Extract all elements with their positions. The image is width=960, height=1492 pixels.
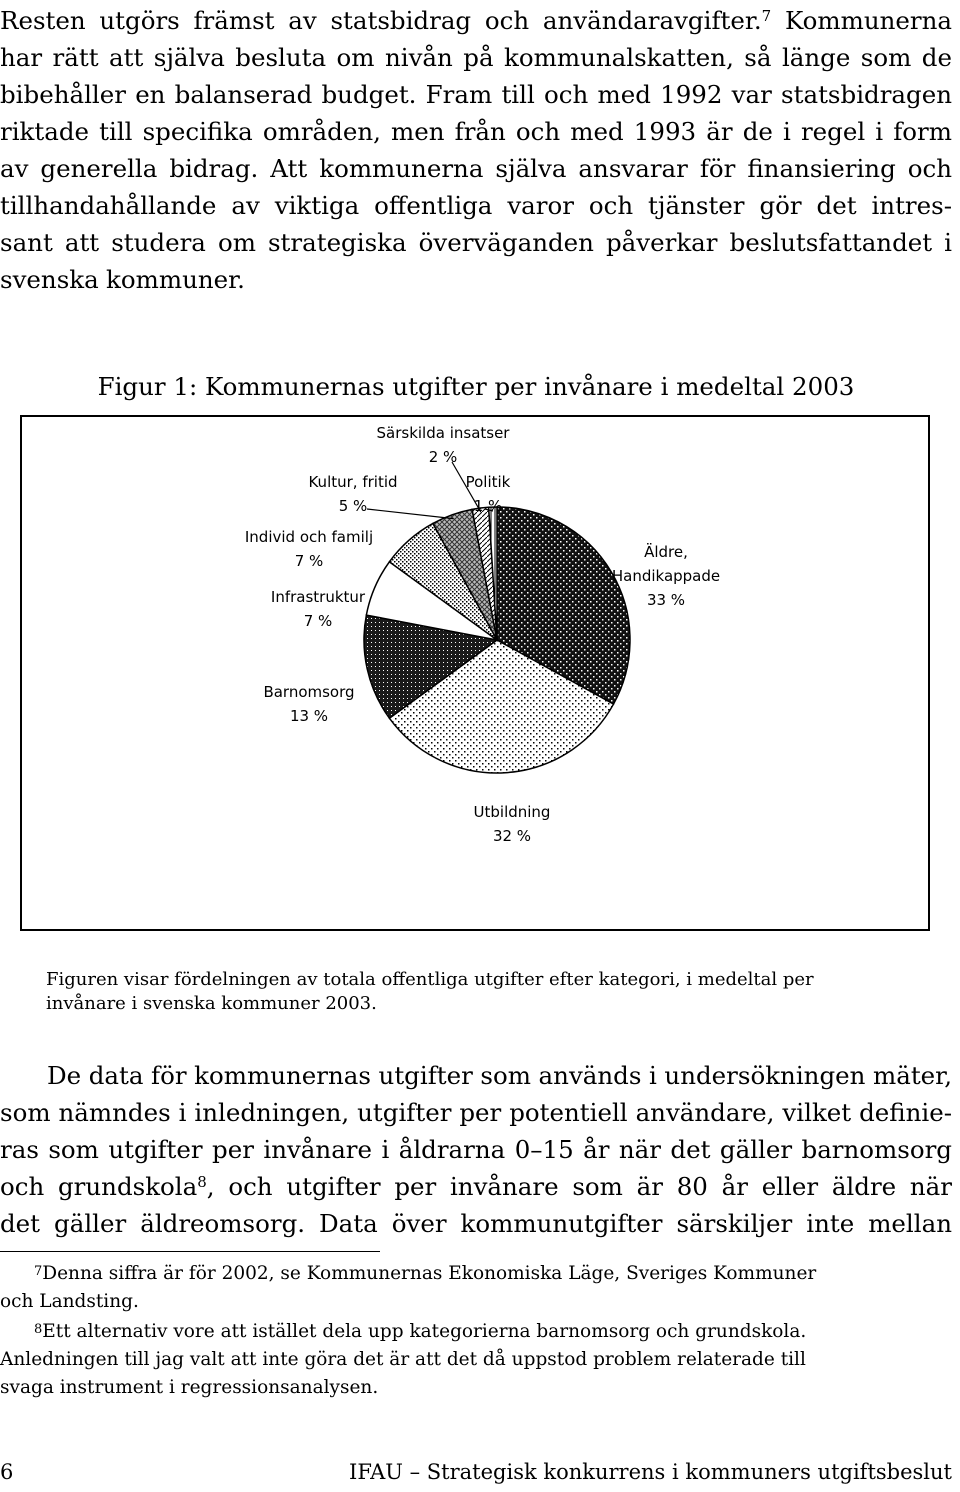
text-line: av generella bidrag. Att kommunerna själva ansvarar för finansiering och xyxy=(0,154,952,183)
text-line: bibehåller en balanserad budget. Fram till och med 1992 var statsbidragen xyxy=(0,80,952,109)
pie-slice-label: Äldre, Handikappade 33 % xyxy=(611,543,721,609)
pie-slice-label: Infrastruktur 7 % xyxy=(270,588,366,630)
text-line: svenska kommuner. xyxy=(0,265,245,294)
pie-chart-figure xyxy=(20,415,930,931)
footnote-8 xyxy=(0,1318,952,1402)
text-line: Resten utgörs främst av statsbidrag och användaravgifter.$^7$ Kommunerna xyxy=(0,6,952,35)
pie-slice-label: Särskilda insatser 2 % xyxy=(376,424,510,466)
footnote-ref-8[interactable]: 8 xyxy=(197,1173,207,1191)
leader-line xyxy=(367,509,453,519)
text-line: $^7$Denna siffra är för 2002, se Kommunernas Ekonomiska Läge, Sveriges Kommuner xyxy=(34,1263,817,1284)
figure-caption: Figur 1: Kommunernas utgifter per invånare i medeltal 2003 xyxy=(97,372,855,401)
pie-chart xyxy=(22,417,928,929)
text-line: svaga instrument i regressionsanalysen. xyxy=(0,1377,379,1398)
text-line: det gäller äldreomsorg. Data över kommunutgifter särskiljer inte mellan xyxy=(0,1209,952,1238)
text-line: Anledningen till jag valt att inte göra det är att det då uppstod problem relaterade till xyxy=(0,1349,806,1370)
text-line: som nämndes i inledningen, utgifter per potentiell användare, vilket definie- xyxy=(0,1098,952,1127)
text-line: tillhandahållande av viktiga offentliga varor och tjänster gör det intres- xyxy=(0,191,952,220)
pie-slice-label: Barnomsorg 13 % xyxy=(263,683,355,725)
text-line: ras som utgifter per invånare i åldrarna 0–15 år när det gäller barnomsorg xyxy=(0,1135,952,1164)
text-line: riktade till specifika områden, men från och med 1993 är de i regel i form xyxy=(0,117,952,146)
footnote-7 xyxy=(0,1260,952,1316)
text-line: och Landsting. xyxy=(0,1291,139,1312)
text-line: $^8$Ett alternativ vore att istället dela upp kategorierna barnomsorg och grundskola. xyxy=(34,1321,807,1342)
text-line: har rätt att själva besluta om nivån på kommunalskatten, så länge som de xyxy=(0,43,952,72)
pie-slice-label: Kultur, fritid 5 % xyxy=(308,473,398,515)
body-paragraph-2 xyxy=(0,1057,952,1242)
page-number: 6 xyxy=(0,1460,14,1484)
text-line: och grundskola$^8$, och utgifter per invånare som är 80 år eller äldre när xyxy=(0,1172,952,1201)
running-head: IFAU – Strategisk konkurrens i kommuners utgiftsbeslut xyxy=(349,1460,952,1484)
body-paragraph-1 xyxy=(0,2,952,298)
pie-slice-label: Individ och familj 7 % xyxy=(244,528,374,570)
text-line: sant att studera om strategiska överväganden påverkar beslutsfattandet i xyxy=(0,228,952,257)
footnote-ref-7[interactable]: 7 xyxy=(761,7,772,25)
pie-slice-label: Politik 1 % xyxy=(465,473,511,515)
text-line: Figuren visar fördelningen av totala offentliga utgifter efter kategori, i medeltal per xyxy=(46,969,814,990)
text-line: invånare i svenska kommuner 2003. xyxy=(46,993,377,1014)
figure-note xyxy=(46,968,950,1016)
text-line: De data för kommunernas utgifter som används i undersökningen mäter, xyxy=(47,1061,952,1090)
footnote-divider xyxy=(0,1251,380,1252)
pie-slice-label: Utbildning 32 % xyxy=(473,803,551,845)
